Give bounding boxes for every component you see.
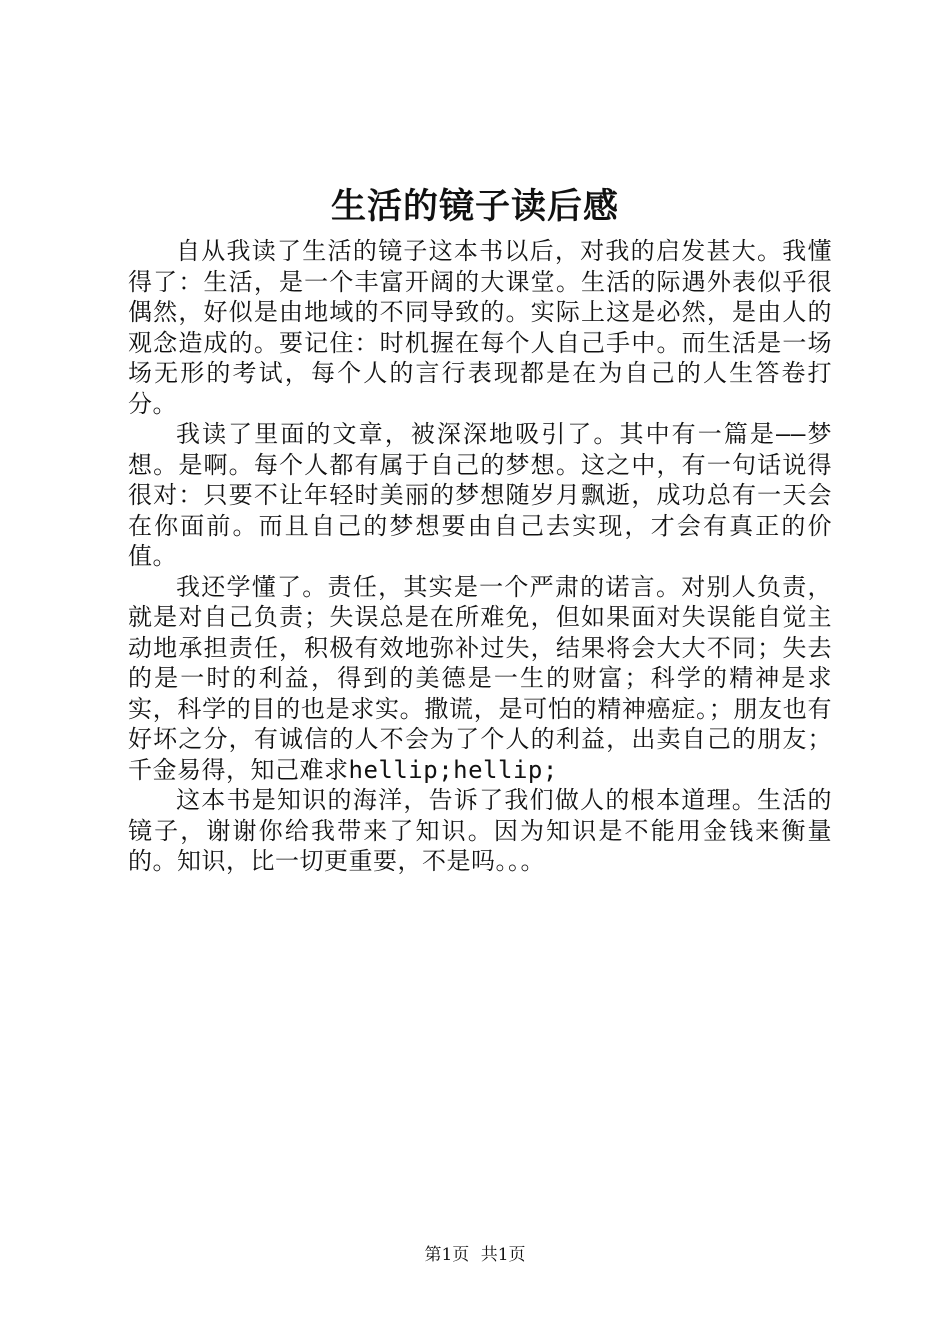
paragraph-1: 自从我读了生活的镜子这本书以后，对我的启发甚大。我懂得了：生活，是一个丰富开阔的大课堂。生活的际遇外表似乎很偶然，好似是由地域的不同导致的。实际上这是必然，是由人的观念造成的。要记住：时机握在每个人自己手中。而生活是一场场无形的考试，每个人的言行表现都是在为自己的人生答卷打分。 (128, 237, 832, 418)
page-footer (0, 1243, 950, 1267)
document-body (128, 236, 832, 877)
page-total: 共1页 (480, 1245, 526, 1265)
paragraph-3: 我还学懂了。责任，其实是一个严肃的诺言。对别人负责，就是对自己负责；失误总是在所难免，但如果面对失误能自觉主动地承担责任，积极有效地弥补过失，结果将会大大不同；失去的是一时的利益，得到的美德是一生的财富；科学的精神是求实，科学的目的也是求实。撒谎，是可怕的精神癌症。；朋友也有好坏之分，有诚信的人不会为了个人的利益，出卖自己的朋友；千金易得，知己难求hellip;hellip; (128, 572, 832, 784)
document-title: 生活的镜子读后感 (330, 186, 619, 227)
paragraph-2: 我读了里面的文章，被深深地吸引了。其中有一篇是——梦想。是啊。每个人都有属于自己的梦想。这之中，有一句话说得很对：只要不让年轻时美丽的梦想随岁月飘逝，成功总有一天会在你面前。而且自己的梦想要由自己去实现，才会有真正的价值。 (128, 420, 832, 570)
paragraph-4: 这本书是知识的海洋，告诉了我们做人的根本道理。生活的镜子，谢谢你给我带来了知识。因为知识是不能用金钱来衡量的。知识，比一切更重要，不是吗。。。 (128, 786, 832, 875)
page-number: 第1页 (424, 1245, 470, 1265)
